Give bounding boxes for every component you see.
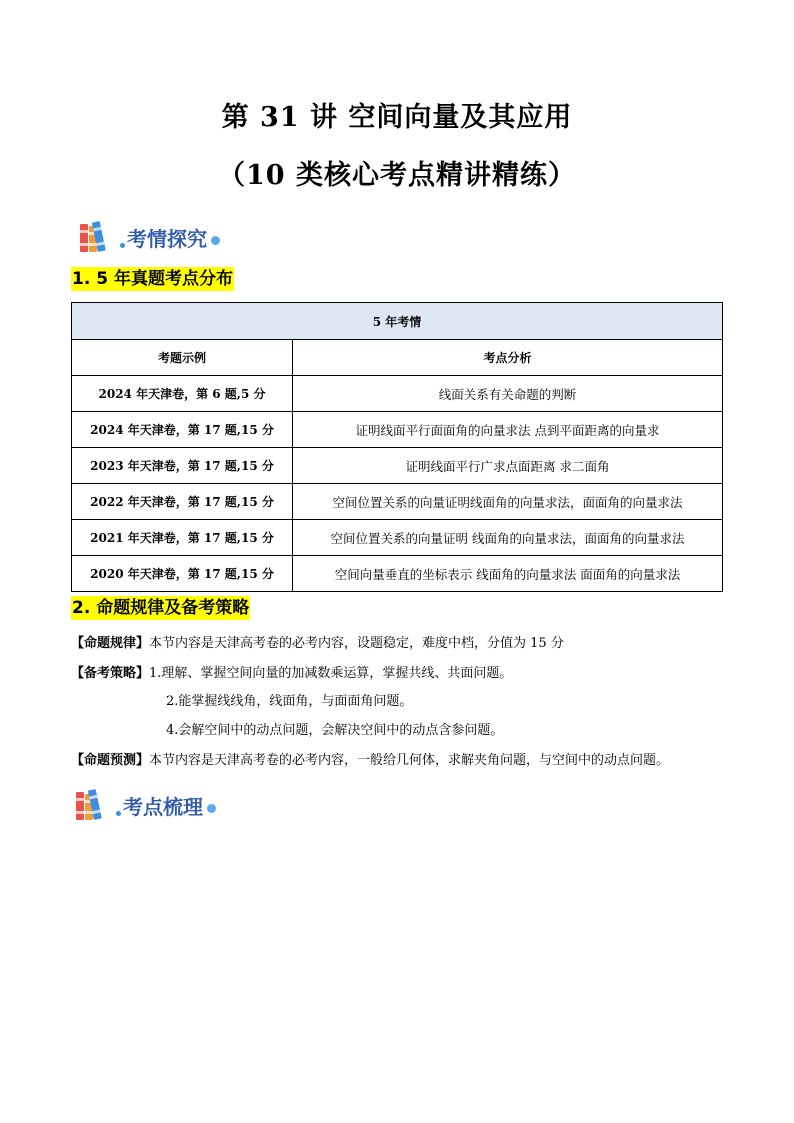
dot-icon — [211, 236, 220, 245]
table-row — [72, 520, 723, 556]
heading-5-year-distribution: 1. 5 年真题考点分布 — [72, 269, 233, 289]
table-cell: 2021 年天津卷，第 17 题,15 分 — [72, 520, 293, 556]
column-header: 考题示例 — [72, 340, 293, 376]
table-cell: 空间位置关系的向量证明 线面角的向量求法，面面角的向量求法 — [293, 520, 723, 556]
rule-label: 【命题规律】 — [71, 636, 150, 651]
page-title: 第 31 讲 空间向量及其应用 — [221, 102, 573, 133]
table-cell: 2020 年天津卷，第 17 题,15 分 — [72, 556, 293, 592]
strategy-paragraph — [71, 664, 512, 684]
dot-icon — [120, 243, 125, 248]
strategy-item: 4.会解空间中的动点问题，会解决空间中的动点含参问题。 — [166, 723, 504, 738]
exam-table — [71, 302, 723, 592]
table-cell: 空间位置关系的向量证明线面角的向量求法，面面角的向量求法 — [293, 484, 723, 520]
table-cell: 线面关系有关命题的判断 — [293, 376, 723, 412]
section-title: 考情探究 — [127, 227, 207, 251]
dot-icon — [207, 804, 216, 813]
books-icon — [74, 790, 116, 820]
table-caption: 5 年考情 — [72, 303, 723, 340]
section-banner-exam-analysis — [78, 222, 220, 252]
table-row — [72, 376, 723, 412]
dot-icon — [116, 811, 121, 816]
rule-text: 本节内容是天津高考卷的必考内容，设题稳定，难度中档，分值为 15 分 — [149, 636, 564, 651]
column-header: 考点分析 — [293, 340, 723, 376]
table-row — [72, 448, 723, 484]
strategy-label: 【备考策略】 — [71, 666, 150, 681]
strategy-item: 2.能掌握线线角，线面角，与面面角问题。 — [166, 694, 413, 709]
forecast-label: 【命题预测】 — [71, 753, 150, 768]
rule-paragraph — [71, 634, 564, 654]
heading-rules-strategy: 2. 命题规律及备考策略 — [72, 598, 250, 618]
table-cell: 2022 年天津卷，第 17 题,15 分 — [72, 484, 293, 520]
table-row — [72, 556, 723, 592]
table-cell: 2024 年天津卷，第 17 题,15 分 — [72, 412, 293, 448]
table-row — [72, 412, 723, 448]
section-title: 考点梳理 — [123, 795, 203, 819]
section-banner-key-points — [74, 790, 216, 820]
strategy-item: 1.理解、掌握空间向量的加减数乘运算，掌握共线、共面问题。 — [149, 666, 513, 681]
forecast-paragraph — [71, 751, 669, 771]
table-cell: 证明线面平行广求点面距离 求二面角 — [293, 448, 723, 484]
table-cell: 2024 年天津卷，第 6 题,5 分 — [72, 376, 293, 412]
table-cell: 证明线面平行面面角的向量求法 点到平面距离的向量求 — [293, 412, 723, 448]
books-icon — [78, 222, 120, 252]
table-cell: 空间向量垂直的坐标表示 线面角的向量求法 面面角的向量求法 — [293, 556, 723, 592]
table-cell: 2023 年天津卷，第 17 题,15 分 — [72, 448, 293, 484]
page-subtitle: （10 类核心考点精讲精练） — [218, 160, 576, 191]
forecast-text: 本节内容是天津高考卷的必考内容，一般给几何体，求解夹角问题，与空间中的动点问题。 — [149, 753, 670, 768]
table-row — [72, 484, 723, 520]
